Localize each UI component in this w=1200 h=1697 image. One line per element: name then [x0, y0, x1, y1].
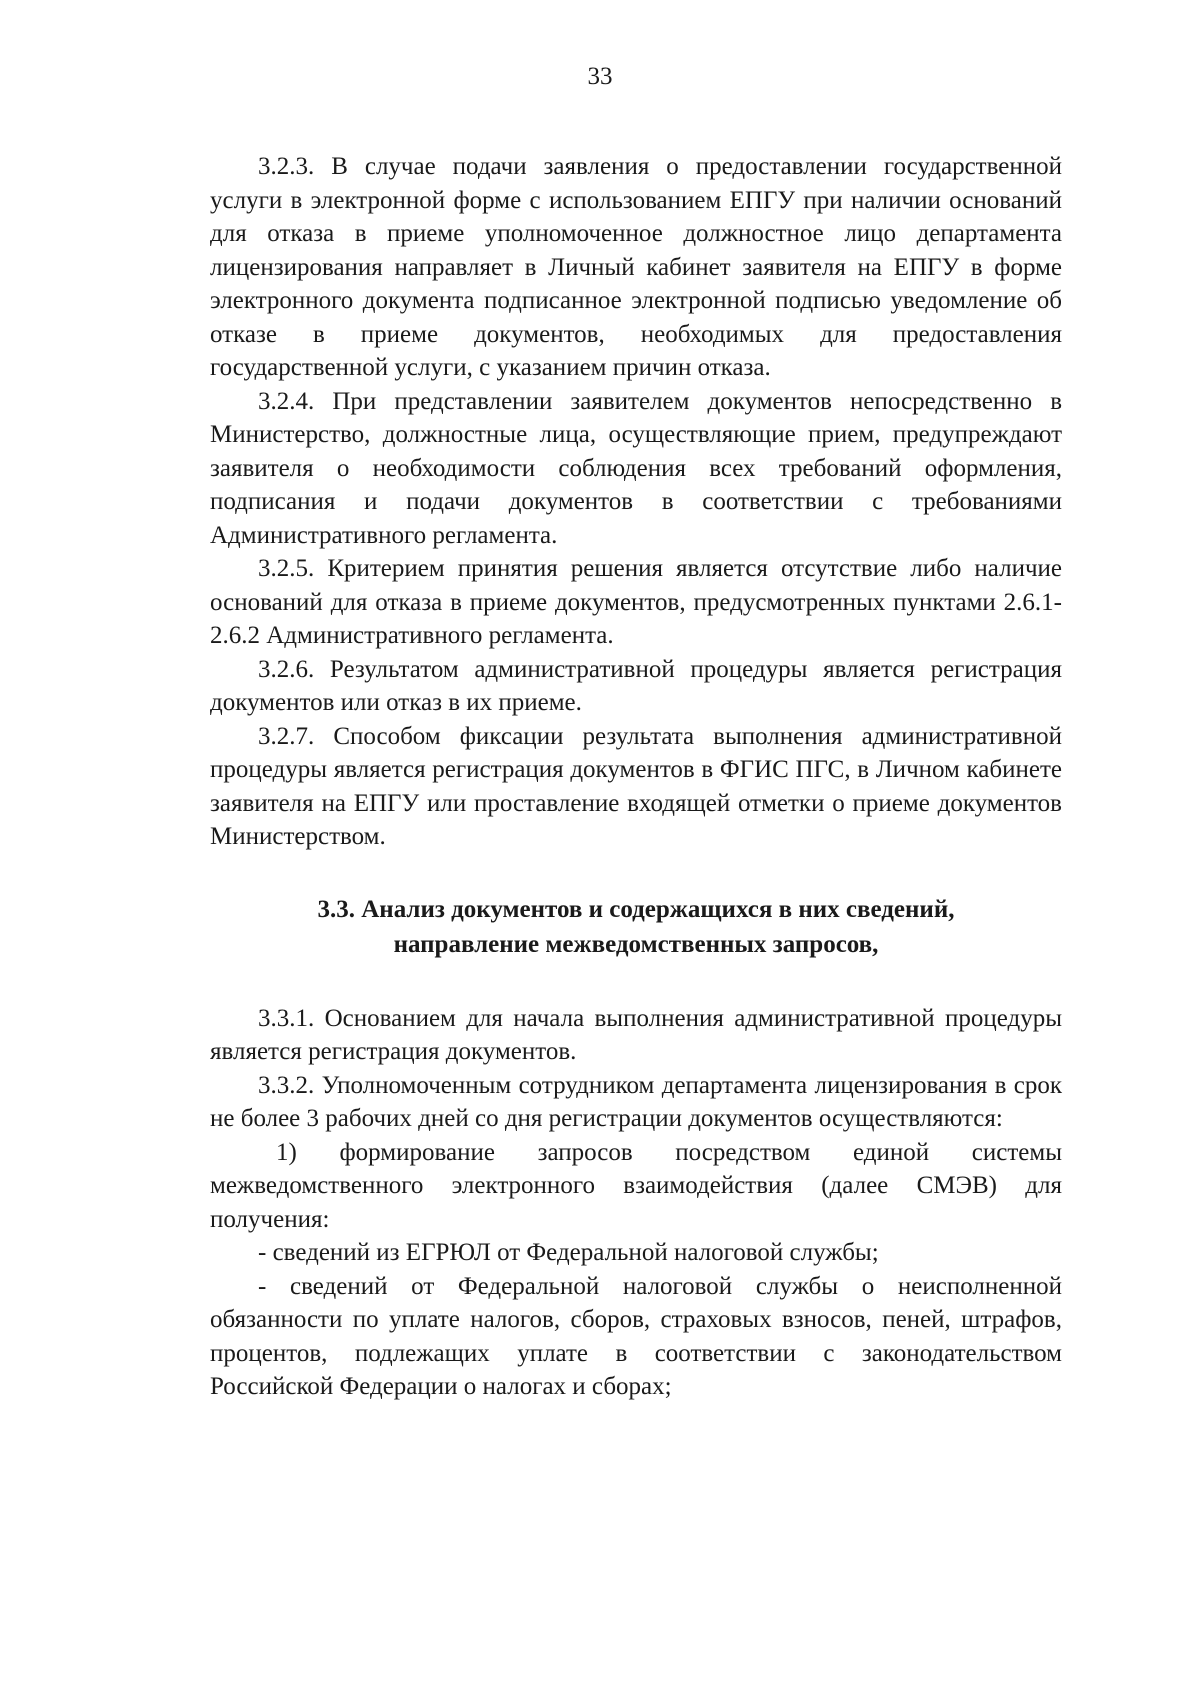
- paragraph-3-3-2: 3.3.2. Уполномоченным сотрудником департамента лицензирования в срок не более 3 рабочих дней со дня регистрации документов осуществляются:: [210, 1071, 1062, 1132]
- page-number: 33: [587, 63, 613, 90]
- list-subitem-tax-obligations: - сведений от Федеральной налоговой службы о неисполненной обязанности по уплате налогов, сборов, страховых взносов, пеней, штрафов, процентов, подлежащих уплате в соответствии с законодательством Российской Федерации о налогах и сборах;: [210, 1272, 1062, 1400]
- paragraph-3-2-3: 3.2.3. В случае подачи заявления о предоставлении государственной услуги в электронной форме с использованием ЕПГУ при наличии оснований для отказа в приеме уполномоченное должностное лицо департамента лицензирования направляет в Личный кабинет заявителя на ЕПГУ в форме электронного документа подписанное электронной подписью уведомление об отказе в приеме документов, необходимых для предоставления государственной услуги, с указанием причин отказа.: [210, 153, 1062, 381]
- document-body: [210, 150, 1062, 1404]
- paragraph-3-2-7: 3.2.7. Способом фиксации результата выполнения административной процедуры является регистрация документов в ФГИС ПГС, в Личном кабинете заявителя на ЕПГУ или проставление входящей отметки о приеме документов Министерством.: [210, 722, 1062, 850]
- paragraph-3-2-5: 3.2.5. Критерием принятия решения является отсутствие либо наличие оснований для отказа в приеме документов, предусмотренных пунктами 2.6.1-2.6.2 Административного регламента.: [210, 555, 1062, 649]
- list-subitem-egrul: - сведений из ЕГРЮЛ от Федеральной налоговой службы;: [258, 1239, 879, 1266]
- paragraph-3-2-6: 3.2.6. Результатом административной процедуры является регистрация документов или отказ в их приеме.: [210, 655, 1062, 716]
- section-heading-line-1: 3.3. Анализ документов и содержащихся в них сведений,: [317, 895, 955, 923]
- section-heading-3-3: [210, 892, 1062, 962]
- paragraph-3-3-1: 3.3.1. Основанием для начала выполнения административной процедуры является регистрация документов.: [210, 1004, 1062, 1065]
- paragraph-3-2-4: 3.2.4. При представлении заявителем документов непосредственно в Министерство, должностные лица, осуществляющие прием, предупреждают заявителя о необходимости соблюдения всех требований оформления, подписания и подачи документов в соответствии с требованиями Административного регламента.: [210, 387, 1062, 549]
- section-heading-line-2: направление межведомственных запросов,: [393, 930, 879, 958]
- list-item-1: 1) формирование запросов посредством единой системы межведомственного электронного взаимодействия (далее СМЭВ) для получения:: [210, 1138, 1062, 1233]
